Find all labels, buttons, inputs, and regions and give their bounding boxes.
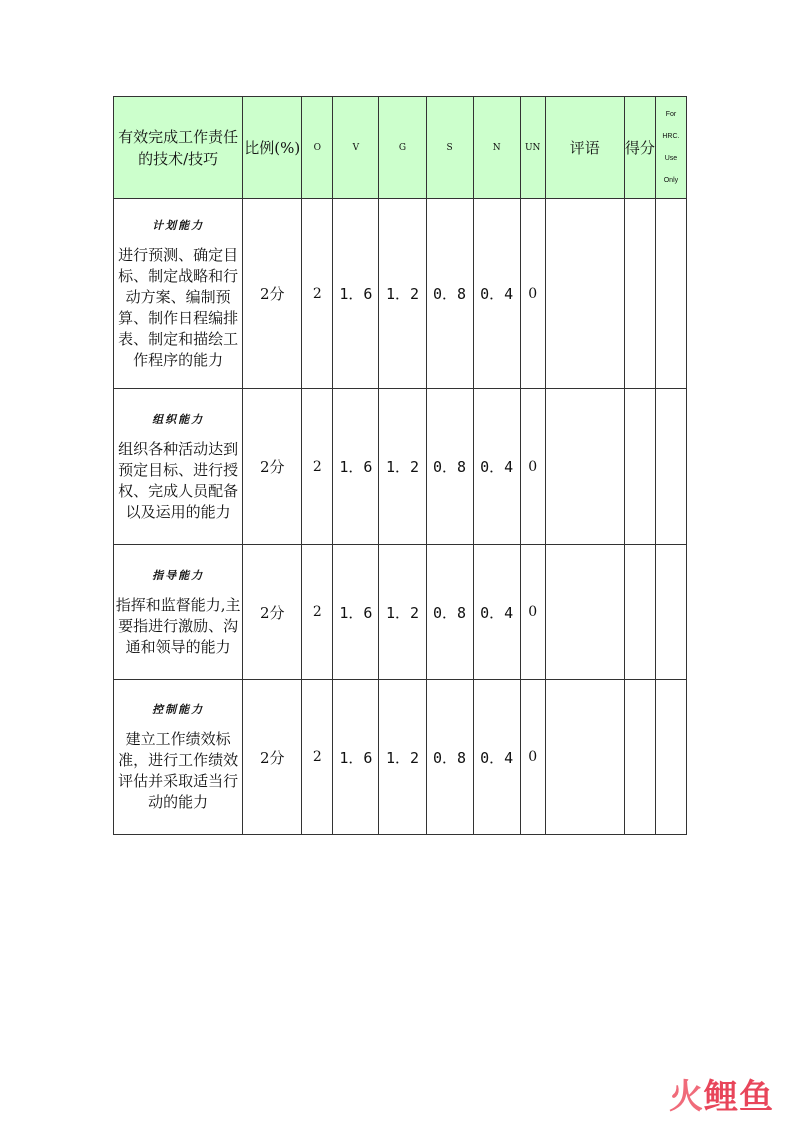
grade-s-cell: 0．8 [426,680,473,835]
hr-only-line: Only [663,176,679,184]
grade-v-cell: 1．6 [333,389,379,545]
watermark-logo [669,1069,774,1118]
comment-cell[interactable] [545,680,624,835]
table-row-directing [114,545,687,680]
header-grade-o: O [302,97,333,199]
hr-only-cell [655,389,686,545]
watermark-part-1: 火 [669,1077,704,1117]
grade-o-cell: 2 [302,389,333,545]
skill-description: 组织各种活动达到预定目标、进行授权、完成人员配备以及运用的能力 [118,439,239,521]
header-skill: 有效完成工作责任的技术/技巧 [114,97,243,199]
header-grade-n: N [473,97,520,199]
hr-only-line: HRC. [662,132,680,140]
grade-un-cell: 0 [520,199,545,389]
hr-only-cell [655,199,686,389]
header-hr-only [655,97,686,199]
skill-title: 指导能力 [152,568,205,582]
table-row-controlling [114,680,687,835]
grade-g-cell: 1．2 [379,680,426,835]
skill-description: 指挥和监督能力,主要指进行激励、沟通和领导的能力 [115,595,241,656]
skill-title: 控制能力 [152,703,205,716]
score-cell[interactable] [624,199,655,389]
skill-cell [114,545,243,680]
ratio-cell: 2分 [243,545,302,680]
hr-only-line: Use [664,154,678,162]
comment-cell[interactable] [545,389,624,545]
grade-n-cell: 0．4 [473,680,520,835]
grade-un-cell: 0 [520,545,545,680]
header-grade-s: S [426,97,473,199]
header-comment: 评语 [545,97,624,199]
grade-o-cell: 2 [302,545,333,680]
grade-g-cell: 1．2 [379,545,426,680]
hr-only-line: For [665,110,677,118]
grade-un-cell: 0 [520,680,545,835]
grade-o-cell: 2 [302,680,333,835]
skill-description: 建立工作绩效标准，进行工作绩效评估并采取适当行动的能力 [118,730,239,811]
grade-g-cell: 1．2 [379,389,426,545]
score-cell[interactable] [624,545,655,680]
grade-v-cell: 1．6 [333,680,379,835]
ratio-cell: 2分 [243,389,302,545]
grade-v-cell: 1．6 [333,199,379,389]
grade-s-cell: 0．8 [426,389,473,545]
grade-g-cell: 1．2 [379,199,426,389]
grade-n-cell: 0．4 [473,199,520,389]
table-row-organizing [114,389,687,545]
header-grade-g: G [379,97,426,199]
hr-only-cell [655,680,686,835]
grade-v-cell: 1．6 [333,545,379,680]
grade-o-cell: 2 [302,199,333,389]
hr-only-cell [655,545,686,680]
comment-cell[interactable] [545,199,624,389]
watermark-part-2: 鲤鱼 [704,1077,774,1117]
comment-cell[interactable] [545,545,624,680]
ratio-cell: 2分 [243,680,302,835]
header-grade-un: UN [520,97,545,199]
grade-un-cell: 0 [520,389,545,545]
skill-title: 组织能力 [152,412,205,426]
skill-cell [114,680,243,835]
table-row-planning [114,199,687,389]
ratio-cell: 2分 [243,199,302,389]
skill-title: 计划能力 [152,218,205,232]
grade-n-cell: 0．4 [473,545,520,680]
header-grade-v: V [333,97,379,199]
skill-cell [114,389,243,545]
header-row [114,97,687,199]
score-cell[interactable] [624,389,655,545]
header-score: 得分 [624,97,655,199]
score-cell[interactable] [624,680,655,835]
skill-description: 进行预测、确定目标、制定战略和行动方案、编制预算、制作日程编排表、制定和描绘工作程序的能力 [118,245,239,369]
header-ratio: 比例(%) [243,97,302,199]
grade-s-cell: 0．8 [426,545,473,680]
evaluation-table [113,96,687,835]
grade-s-cell: 0．8 [426,199,473,389]
skill-cell [114,199,243,389]
grade-n-cell: 0．4 [473,389,520,545]
